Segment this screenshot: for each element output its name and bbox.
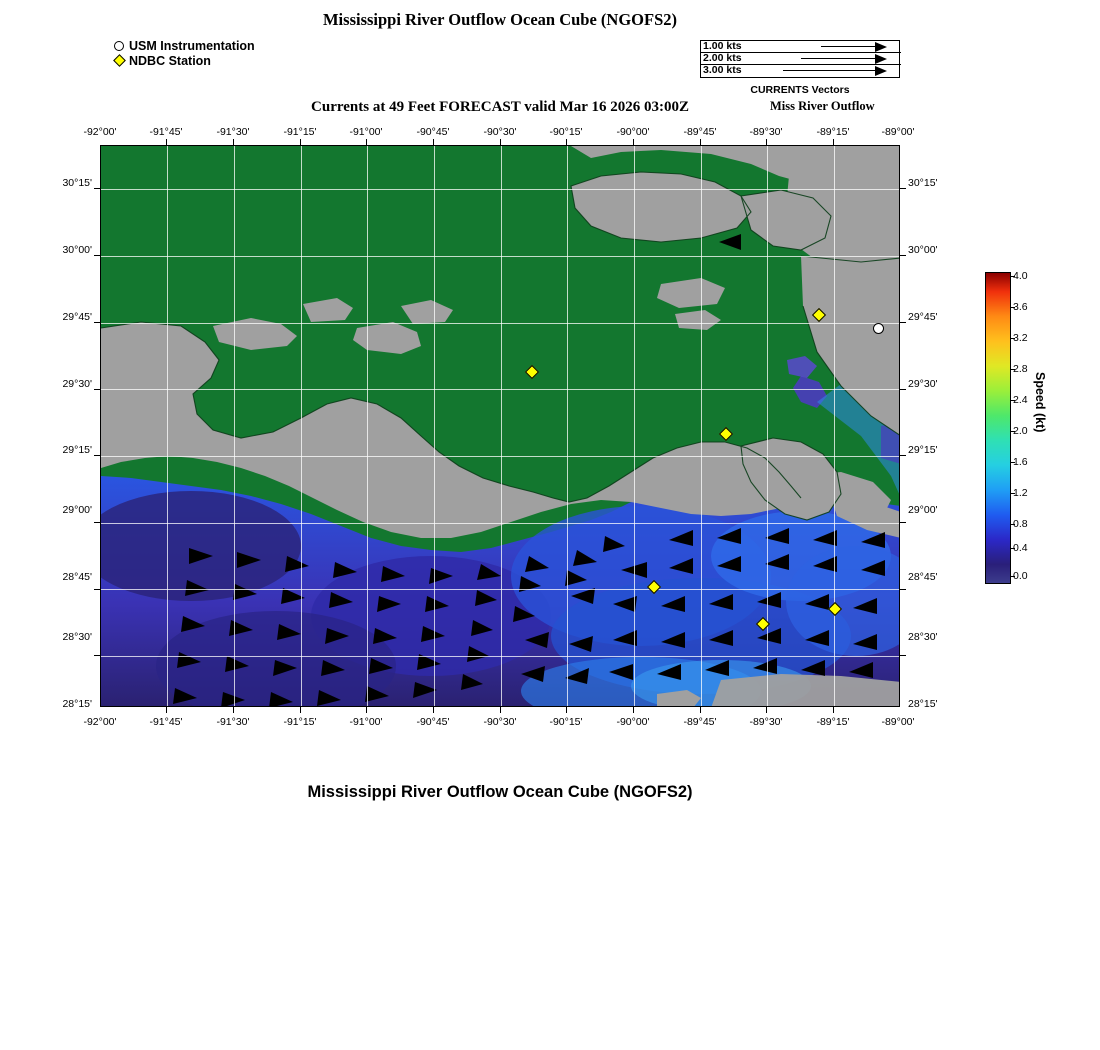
map-layers: [101, 146, 899, 706]
vector-arrow-head-icon: [875, 66, 887, 76]
axis-label-x-top: -89°45': [683, 126, 717, 138]
axis-label-y-right: 28°15': [908, 698, 938, 710]
axis-tick: [233, 707, 234, 713]
legend-item-label: USM Instrumentation: [129, 38, 255, 53]
colorbar-tick-label: 2.4: [1013, 394, 1028, 406]
axis-label-x-top: -92°00': [83, 126, 117, 138]
gridline-vertical: [301, 146, 302, 706]
page-title: Mississippi River Outflow Ocean Cube (NGOFS2): [322, 10, 677, 29]
gridline-horizontal: [101, 389, 899, 390]
axis-tick: [300, 707, 301, 713]
axis-label-x-bottom: -90°30': [483, 716, 517, 728]
gridline-vertical: [634, 146, 635, 706]
colorbar-tick-label: 0.8: [1013, 518, 1028, 530]
legend-item-ndbc-station: [110, 53, 255, 68]
axis-tick: [166, 139, 167, 145]
axis-label-y-right: 29°45': [908, 311, 938, 323]
vector-scale-label: 2.00 kts: [703, 52, 742, 64]
vector-scale-box: [700, 40, 900, 78]
axis-label-x-top: -89°00': [881, 126, 915, 138]
axis-label-x-bottom: -89°45': [683, 716, 717, 728]
axis-label-x-top: -91°45': [149, 126, 183, 138]
diamond-marker-icon: [110, 53, 128, 68]
vector-scale-caption: CURRENTS Vectors: [750, 84, 850, 96]
map-legend: [110, 38, 255, 68]
axis-tick: [900, 322, 906, 323]
axis-tick: [233, 139, 234, 145]
axis-label-x-bottom: -90°00': [616, 716, 650, 728]
gridline-vertical: [834, 146, 835, 706]
axis-label-x-bottom: -89°15': [816, 716, 850, 728]
axis-label-y-left: 30°00': [62, 244, 92, 256]
axis-tick: [900, 522, 906, 523]
axis-tick: [94, 322, 100, 323]
usm-instrumentation-marker[interactable]: [873, 323, 884, 334]
axis-label-x-bottom: -89°00': [881, 716, 915, 728]
colorbar-tick-label: 0.0: [1013, 570, 1028, 582]
axis-tick: [94, 455, 100, 456]
axis-label-y-right: 30°15': [908, 177, 938, 189]
axis-label-y-left: 29°45': [62, 311, 92, 323]
gridline-horizontal: [101, 589, 899, 590]
axis-label-y-right: 29°00': [908, 504, 938, 516]
axis-tick: [900, 455, 906, 456]
circle-marker-icon: [110, 38, 128, 53]
axis-label-y-right: 28°45': [908, 571, 938, 583]
axis-tick: [566, 707, 567, 713]
axis-label-x-bottom: -92°00': [83, 716, 117, 728]
colorbar-tick-label: 3.6: [1013, 301, 1028, 313]
gridline-vertical: [367, 146, 368, 706]
vector-scale-row-3: [701, 65, 901, 77]
axis-label-y-right: 29°30': [908, 378, 938, 390]
axis-tick: [633, 139, 634, 145]
footer-title: Mississippi River Outflow Ocean Cube (NGOFS2): [307, 783, 693, 801]
legend-item-label: NDBC Station: [129, 53, 211, 68]
axis-tick: [700, 139, 701, 145]
vector-arrow-shaft-icon: [821, 46, 875, 47]
axis-tick: [366, 139, 367, 145]
gridline-vertical: [501, 146, 502, 706]
colorbar-gradient: [985, 272, 1011, 584]
legend-item-usm-instrumentation: [110, 38, 255, 53]
vector-arrow-shaft-icon: [801, 58, 875, 59]
axis-tick: [766, 707, 767, 713]
axis-tick: [433, 139, 434, 145]
gridline-vertical: [234, 146, 235, 706]
axis-tick: [366, 707, 367, 713]
colorbar-tick-label: 1.6: [1013, 456, 1028, 468]
axis-tick: [700, 707, 701, 713]
axis-label-y-left: 28°45': [62, 571, 92, 583]
gridline-horizontal: [101, 523, 899, 524]
axis-label-y-left: 30°15': [62, 177, 92, 189]
axis-label-x-bottom: -91°00': [349, 716, 383, 728]
gridline-horizontal: [101, 256, 899, 257]
axis-label-y-right: 28°30': [908, 631, 938, 643]
axis-label-x-bottom: -90°15': [549, 716, 583, 728]
axis-label-y-left: 28°30': [62, 631, 92, 643]
axis-tick: [900, 389, 906, 390]
axis-tick: [833, 139, 834, 145]
axis-label-x-bottom: -91°30': [216, 716, 250, 728]
axis-tick: [633, 707, 634, 713]
axis-tick: [900, 188, 906, 189]
gridline-vertical: [701, 146, 702, 706]
axis-tick: [833, 707, 834, 713]
axis-label-x-bottom: -91°15': [283, 716, 317, 728]
axis-label-y-right: 29°15': [908, 444, 938, 456]
region-label: Miss River Outflow: [770, 99, 875, 113]
axis-tick: [300, 139, 301, 145]
axis-label-x-top: -90°30': [483, 126, 517, 138]
axis-label-x-top: -91°00': [349, 126, 383, 138]
gridline-horizontal: [101, 456, 899, 457]
axis-label-x-top: -89°15': [816, 126, 850, 138]
axis-tick: [500, 139, 501, 145]
axis-tick: [94, 389, 100, 390]
axis-label-x-bottom: -89°30': [749, 716, 783, 728]
colorbar-tick-label: 3.2: [1013, 332, 1028, 344]
axis-label-y-left: 29°00': [62, 504, 92, 516]
colorbar-title: Speed (kt): [1033, 372, 1047, 433]
colorbar-tick-label: 1.2: [1013, 487, 1028, 499]
axis-tick: [94, 522, 100, 523]
axis-tick: [566, 139, 567, 145]
axis-label-y-left: 28°15': [62, 698, 92, 710]
axis-label-x-top: -90°45': [416, 126, 450, 138]
axis-tick: [433, 707, 434, 713]
axis-label-x-top: -90°00': [616, 126, 650, 138]
vector-arrow-head-icon: [875, 54, 887, 64]
axis-tick: [900, 655, 906, 656]
gridline-horizontal: [101, 656, 899, 657]
vector-arrow-shaft-icon: [783, 70, 875, 71]
axis-label-x-top: -91°15': [283, 126, 317, 138]
colorbar-tick-label: 2.0: [1013, 425, 1028, 437]
axis-label-x-bottom: -91°45': [149, 716, 183, 728]
map-canvas[interactable]: [100, 145, 900, 707]
vector-scale-label: 3.00 kts: [703, 64, 742, 76]
axis-tick: [94, 255, 100, 256]
axis-tick: [766, 139, 767, 145]
colorbar-tick-label: 2.8: [1013, 363, 1028, 375]
gridline-vertical: [434, 146, 435, 706]
axis-tick: [94, 655, 100, 656]
axis-label-y-right: 30°00': [908, 244, 938, 256]
axis-label-x-top: -90°15': [549, 126, 583, 138]
axis-label-x-top: -89°30': [749, 126, 783, 138]
colorbar-tick-label: 0.4: [1013, 542, 1028, 554]
axis-label-x-top: -91°30': [216, 126, 250, 138]
vector-arrow-head-icon: [875, 42, 887, 52]
axis-tick: [900, 255, 906, 256]
gridline-horizontal: [101, 189, 899, 190]
axis-tick: [500, 707, 501, 713]
gridline-vertical: [567, 146, 568, 706]
axis-tick: [166, 707, 167, 713]
axis-tick: [94, 188, 100, 189]
gridline-vertical: [167, 146, 168, 706]
gridline-horizontal: [101, 323, 899, 324]
axis-label-y-left: 29°30': [62, 378, 92, 390]
chart-subtitle: Currents at 49 Feet FORECAST valid Mar 16 2026 03:00Z: [311, 99, 689, 115]
vector-scale-label: 1.00 kts: [703, 40, 742, 52]
axis-tick: [94, 589, 100, 590]
axis-tick: [900, 589, 906, 590]
colorbar-tick-label: 4.0: [1013, 270, 1028, 282]
axis-label-x-bottom: -90°45': [416, 716, 450, 728]
axis-label-y-left: 29°15': [62, 444, 92, 456]
